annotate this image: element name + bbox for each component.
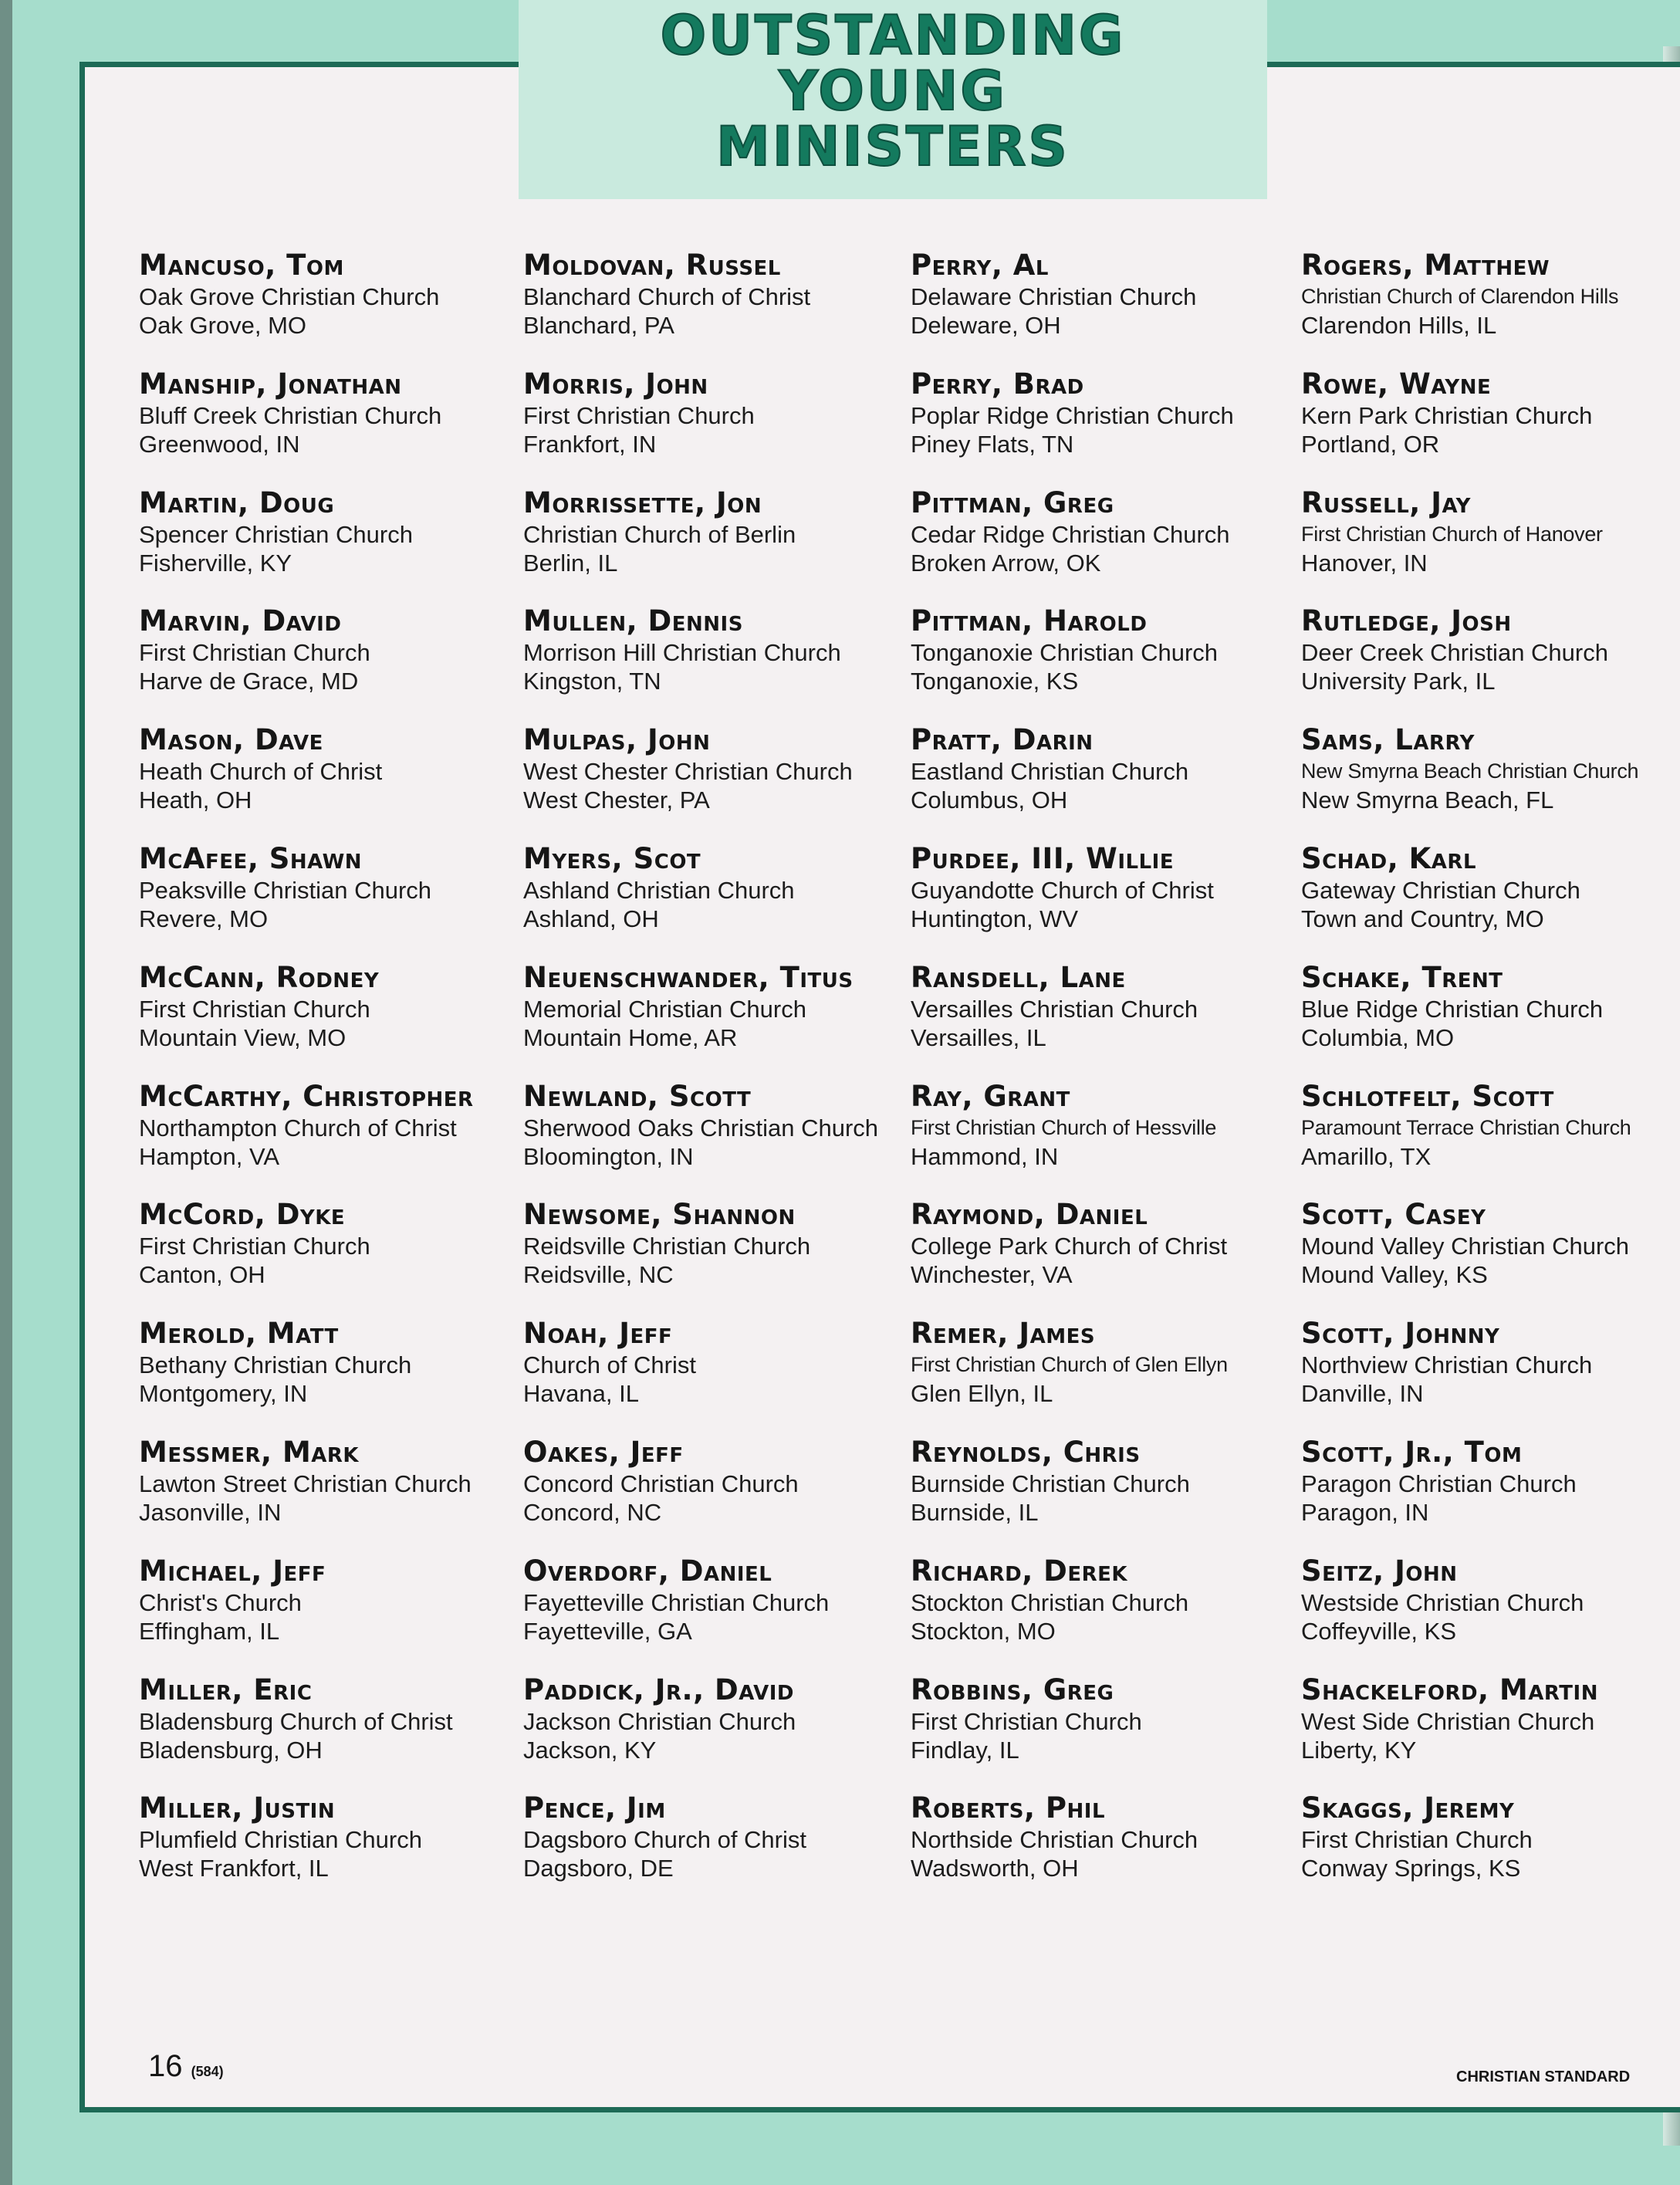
church-location: Heath, OH — [139, 786, 252, 814]
church-name: Christ's Church — [139, 1588, 302, 1616]
minister-name: Newland, Scott — [523, 1079, 752, 1113]
church-name: Christian Church of Berlin — [523, 520, 796, 548]
church-name: Delaware Christian Church — [911, 283, 1197, 310]
church-location: Reidsville, NC — [523, 1261, 674, 1289]
minister-entry — [1301, 486, 1672, 605]
church-name: Deer Creek Christian Church — [1301, 639, 1608, 667]
minister-name: Seitz, John — [1301, 1554, 1458, 1588]
minister-name: Newsome, Shannon — [523, 1198, 796, 1232]
minister-name: Neuenschwander, Titus — [523, 960, 854, 994]
church-name: First Christian Church — [139, 1233, 370, 1260]
church-location: Greenwood, IN — [139, 430, 300, 458]
church-location: Hammond, IN — [911, 1142, 1059, 1170]
church-name: Oak Grove Christian Church — [139, 283, 440, 310]
church-name: Blue Ridge Christian Church — [1301, 995, 1604, 1023]
minister-entry — [139, 486, 509, 605]
church-name: Church of Christ — [523, 1351, 696, 1379]
church-name: Sherwood Oaks Christian Church — [523, 1114, 879, 1142]
church-location: Paragon, IN — [1301, 1498, 1429, 1526]
church-location: Findlay, IL — [911, 1736, 1019, 1764]
church-location: Columbia, MO — [1301, 1023, 1455, 1051]
minister-entry — [523, 249, 894, 367]
minister-name: Overdorf, Daniel — [523, 1554, 772, 1588]
minister-name: Schlotfelt, Scott — [1301, 1079, 1554, 1113]
minister-entry — [911, 961, 1281, 1080]
minister-entry — [911, 1791, 1281, 1910]
minister-name: Marvin, David — [139, 604, 342, 638]
church-name: Peaksville Christian Church — [139, 876, 432, 904]
minister-name: McCord, Dyke — [139, 1198, 346, 1232]
church-name: Northampton Church of Christ — [139, 1114, 457, 1142]
column-1 — [139, 249, 509, 1910]
minister-name: Oakes, Jeff — [523, 1435, 684, 1469]
church-location: Blanchard, PA — [523, 312, 674, 339]
church-name: Memorial Christian Church — [523, 995, 806, 1023]
church-name: Bluff Creek Christian Church — [139, 401, 442, 429]
minister-name: Skaggs, Jeremy — [1301, 1791, 1515, 1825]
minister-name: Miller, Justin — [139, 1791, 336, 1825]
minister-name: Russell, Jay — [1301, 485, 1471, 519]
minister-name: Perry, Al — [911, 249, 1049, 282]
church-name: First Christian Church of Glen Ellyn — [911, 1353, 1228, 1377]
minister-entry — [911, 1080, 1281, 1199]
minister-entry — [139, 961, 509, 1080]
church-name: Mound Valley Christian Church — [1301, 1233, 1630, 1260]
minister-entry — [523, 1198, 894, 1317]
minister-entry — [1301, 1198, 1672, 1317]
minister-name: Richard, Derek — [911, 1554, 1128, 1588]
minister-name: Scott, Johnny — [1301, 1317, 1500, 1351]
church-location: Fisherville, KY — [139, 549, 292, 577]
minister-name: Pratt, Darin — [911, 723, 1094, 757]
minister-entry — [139, 842, 509, 961]
minister-entry — [139, 1317, 509, 1436]
minister-entry — [1301, 1317, 1672, 1436]
church-name: First Christian Church — [139, 639, 370, 667]
minister-entry — [1301, 1791, 1672, 1910]
church-name: First Christian Church — [911, 1707, 1142, 1735]
minister-entry — [523, 1554, 894, 1673]
church-name: First Christian Church of Hessville — [911, 1115, 1217, 1139]
title-line-2: YOUNG — [779, 59, 1007, 123]
minister-entry — [523, 486, 894, 605]
church-location: Deleware, OH — [911, 312, 1061, 339]
church-location: Revere, MO — [139, 905, 269, 932]
church-location: Amarillo, TX — [1301, 1142, 1432, 1170]
church-location: Columbus, OH — [911, 786, 1068, 814]
minister-entry — [911, 1554, 1281, 1673]
church-name: Ashland Christian Church — [523, 876, 795, 904]
minister-name: Roberts, Phil — [911, 1791, 1106, 1825]
page-number-main: 16 — [148, 2049, 183, 2083]
minister-entry — [911, 1198, 1281, 1317]
church-location: Kingston, TN — [523, 668, 661, 695]
minister-name: Remer, James — [911, 1317, 1096, 1351]
minister-name: Rowe, Wayne — [1301, 367, 1492, 401]
church-name: Cedar Ridge Christian Church — [911, 520, 1230, 548]
church-name: Paragon Christian Church — [1301, 1470, 1577, 1497]
church-location: Mountain Home, AR — [523, 1023, 738, 1051]
minister-entry — [523, 723, 894, 842]
minister-name: Sams, Larry — [1301, 723, 1475, 757]
church-name: Christian Church of Clarendon Hills — [1301, 285, 1619, 308]
page-number — [148, 2049, 224, 2084]
minister-entry — [139, 723, 509, 842]
minister-name: Mancuso, Tom — [139, 249, 344, 282]
church-location: Danville, IN — [1301, 1380, 1424, 1408]
church-location: Mountain View, MO — [139, 1023, 346, 1051]
minister-name: Messmer, Mark — [139, 1435, 360, 1469]
minister-entry — [911, 1317, 1281, 1436]
church-location: Hanover, IN — [1301, 549, 1428, 577]
church-name: Concord Christian Church — [523, 1470, 799, 1497]
minister-name: Mullen, Dennis — [523, 604, 743, 638]
column-3 — [911, 249, 1281, 1910]
minister-entry — [139, 1080, 509, 1199]
minister-entry — [139, 1791, 509, 1910]
minister-entry — [523, 1080, 894, 1199]
church-location: Wadsworth, OH — [911, 1855, 1079, 1882]
church-name: Guyandotte Church of Christ — [911, 876, 1214, 904]
minister-name: Martin, Doug — [139, 485, 335, 519]
minister-entry — [139, 1554, 509, 1673]
minister-entry — [139, 1436, 509, 1554]
minister-entry — [523, 842, 894, 961]
church-location: Bloomington, IN — [523, 1142, 694, 1170]
minister-name: Merold, Matt — [139, 1317, 339, 1351]
minister-name: Pittman, Harold — [911, 604, 1148, 638]
church-name: Reidsville Christian Church — [523, 1233, 811, 1260]
minister-entry — [911, 249, 1281, 367]
church-location: Fayetteville, GA — [523, 1617, 692, 1645]
minister-name: Raymond, Daniel — [911, 1198, 1148, 1232]
minister-entry — [1301, 1080, 1672, 1199]
column-2 — [523, 249, 894, 1910]
minister-entry — [523, 1791, 894, 1910]
church-name: Dagsboro Church of Christ — [523, 1826, 806, 1854]
page-number-sub: (584) — [191, 2064, 224, 2079]
church-location: Tonganoxie, KS — [911, 668, 1079, 695]
church-location: Concord, NC — [523, 1498, 662, 1526]
minister-name: Myers, Scot — [523, 841, 701, 875]
minister-entry — [1301, 249, 1672, 367]
church-location: Harve de Grace, MD — [139, 668, 359, 695]
minister-name: Rutledge, Josh — [1301, 604, 1512, 638]
column-4 — [1301, 249, 1672, 1910]
minister-entry — [523, 961, 894, 1080]
church-name: Burnside Christian Church — [911, 1470, 1190, 1497]
minister-name: Morrissette, Jon — [523, 485, 762, 519]
church-name: First Christian Church of Hanover — [1301, 522, 1603, 546]
church-name: First Christian Church — [139, 995, 370, 1023]
minister-name: Miller, Eric — [139, 1673, 313, 1706]
minister-entry — [139, 604, 509, 723]
minister-name: Michael, Jeff — [139, 1554, 326, 1588]
minister-name: Moldovan, Russel — [523, 249, 781, 282]
minister-entry — [1301, 604, 1672, 723]
church-name: Plumfield Christian Church — [139, 1826, 422, 1854]
minister-name: Scott, Casey — [1301, 1198, 1486, 1232]
church-location: Jackson, KY — [523, 1736, 657, 1764]
church-location: University Park, IL — [1301, 668, 1496, 695]
church-location: West Frankfort, IL — [139, 1855, 329, 1882]
minister-entry — [1301, 367, 1672, 486]
minister-name: Schad, Karl — [1301, 841, 1477, 875]
church-location: Broken Arrow, OK — [911, 549, 1101, 577]
church-location: Huntington, WV — [911, 905, 1079, 932]
minister-entry — [911, 604, 1281, 723]
title-banner — [519, 0, 1267, 199]
church-location: Clarendon Hills, IL — [1301, 312, 1497, 339]
church-location: Conway Springs, KS — [1301, 1855, 1521, 1882]
church-location: West Chester, PA — [523, 786, 710, 814]
minister-name: Noah, Jeff — [523, 1317, 673, 1351]
minister-entry — [911, 486, 1281, 605]
church-name: Kern Park Christian Church — [1301, 401, 1593, 429]
church-location: Oak Grove, MO — [139, 312, 307, 339]
church-name: New Smyrna Beach Christian Church — [1301, 759, 1639, 783]
church-name: First Christian Church — [1301, 1826, 1533, 1854]
church-location: Versailles, IL — [911, 1023, 1046, 1051]
minister-name: Manship, Jonathan — [139, 367, 402, 401]
page-edge — [0, 0, 12, 2185]
church-location: Bladensburg, OH — [139, 1736, 323, 1764]
church-location: Burnside, IL — [911, 1498, 1039, 1526]
church-name: Northside Christian Church — [911, 1826, 1198, 1854]
minister-entry — [523, 604, 894, 723]
church-location: Town and Country, MO — [1301, 905, 1544, 932]
church-location: Piney Flats, TN — [911, 430, 1074, 458]
minister-entry — [523, 367, 894, 486]
minister-entry — [911, 1673, 1281, 1792]
minister-entry — [139, 1673, 509, 1792]
minister-name: Perry, Brad — [911, 367, 1084, 401]
church-location: Glen Ellyn, IL — [911, 1380, 1053, 1408]
church-location: Ashland, OH — [523, 905, 659, 932]
minister-name: Robbins, Greg — [911, 1673, 1114, 1706]
minister-entry — [523, 1436, 894, 1554]
minister-entry — [139, 1198, 509, 1317]
church-name: Bladensburg Church of Christ — [139, 1707, 453, 1735]
minister-entry — [911, 842, 1281, 961]
minister-entry — [1301, 1436, 1672, 1554]
minister-name: Reynolds, Chris — [911, 1435, 1141, 1469]
minister-name: McCann, Rodney — [139, 960, 380, 994]
minister-name: Schake, Trent — [1301, 960, 1503, 994]
minister-entry — [139, 367, 509, 486]
church-name: West Chester Christian Church — [523, 758, 853, 786]
church-location: Mound Valley, KS — [1301, 1261, 1488, 1289]
church-name: Versailles Christian Church — [911, 995, 1198, 1023]
church-name: Eastland Christian Church — [911, 758, 1189, 786]
minister-entry — [1301, 1673, 1672, 1792]
minister-entry — [1301, 842, 1672, 961]
church-location: Berlin, IL — [523, 549, 618, 577]
minister-name: Scott, Jr., Tom — [1301, 1435, 1523, 1469]
church-name: Spencer Christian Church — [139, 520, 413, 548]
minister-entry — [523, 1673, 894, 1792]
church-name: Blanchard Church of Christ — [523, 283, 811, 310]
church-name: Gateway Christian Church — [1301, 876, 1580, 904]
church-name: Lawton Street Christian Church — [139, 1470, 472, 1497]
minister-name: Mulpas, John — [523, 723, 711, 757]
minister-name: Rogers, Matthew — [1301, 249, 1550, 282]
minister-name: Pittman, Greg — [911, 485, 1114, 519]
minister-entry — [911, 1436, 1281, 1554]
church-location: Dagsboro, DE — [523, 1855, 674, 1882]
church-name: Morrison Hill Christian Church — [523, 639, 841, 667]
minister-entry — [1301, 1554, 1672, 1673]
church-location: Stockton, MO — [911, 1617, 1056, 1645]
minister-entry — [139, 249, 509, 367]
church-name: Heath Church of Christ — [139, 758, 383, 786]
title-line-3: MINISTERS — [716, 115, 1070, 178]
publication-name: CHRISTIAN STANDARD — [1456, 2068, 1631, 2085]
church-location: Effingham, IL — [139, 1617, 280, 1645]
church-name: Tonganoxie Christian Church — [911, 639, 1219, 667]
minister-name: Shackelford, Martin — [1301, 1673, 1598, 1706]
minister-name: McAfee, Shawn — [139, 841, 363, 875]
church-name: Bethany Christian Church — [139, 1351, 412, 1379]
church-location: Jasonville, IN — [139, 1498, 282, 1526]
church-name: Jackson Christian Church — [523, 1707, 796, 1735]
church-location: Canton, OH — [139, 1261, 265, 1289]
minister-entry — [911, 723, 1281, 842]
church-location: Hampton, VA — [139, 1142, 280, 1170]
church-location: Havana, IL — [523, 1380, 639, 1408]
minister-entry — [1301, 723, 1672, 842]
minister-name: Paddick, Jr., David — [523, 1673, 794, 1706]
title-line-1: OUTSTANDING — [660, 4, 1126, 67]
minister-entry — [1301, 961, 1672, 1080]
church-location: Montgomery, IN — [139, 1380, 308, 1408]
church-name: Northview Christian Church — [1301, 1351, 1593, 1379]
minister-entry — [911, 367, 1281, 486]
minister-entry — [523, 1317, 894, 1436]
church-name: West Side Christian Church — [1301, 1707, 1595, 1735]
minister-name: Ransdell, Lane — [911, 960, 1126, 994]
church-name: Westside Christian Church — [1301, 1588, 1584, 1616]
church-name: College Park Church of Christ — [911, 1233, 1228, 1260]
church-location: Liberty, KY — [1301, 1736, 1417, 1764]
minister-name: Mason, Dave — [139, 723, 323, 757]
church-name: Poplar Ridge Christian Church — [911, 401, 1234, 429]
church-location: Winchester, VA — [911, 1261, 1073, 1289]
minister-name: Ray, Grant — [911, 1079, 1070, 1113]
church-location: Frankfort, IN — [523, 430, 657, 458]
minister-name: Pence, Jim — [523, 1791, 666, 1825]
minister-name: Purdee, III, Willie — [911, 841, 1175, 875]
church-name: Fayetteville Christian Church — [523, 1588, 830, 1616]
minister-name: Morris, John — [523, 367, 708, 401]
church-name: Stockton Christian Church — [911, 1588, 1189, 1616]
church-location: Portland, OR — [1301, 430, 1440, 458]
minister-name: McCarthy, Christopher — [139, 1079, 474, 1113]
church-name: Paramount Terrace Christian Church — [1301, 1115, 1631, 1139]
church-name: First Christian Church — [523, 401, 755, 429]
church-location: New Smyrna Beach, FL — [1301, 786, 1554, 814]
church-location: Coffeyville, KS — [1301, 1617, 1457, 1645]
